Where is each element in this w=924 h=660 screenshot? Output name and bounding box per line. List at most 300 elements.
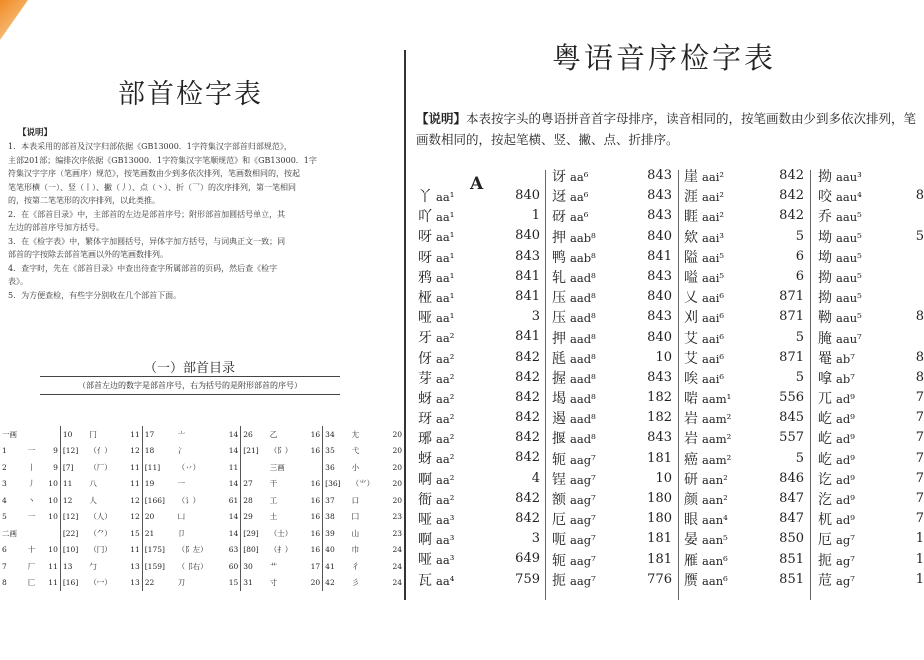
entry-character: 玡 — [418, 411, 432, 428]
radical-cell: 38 — [325, 512, 335, 522]
entry-page-number: 7 — [915, 470, 924, 486]
radical-cell: 16 — [304, 525, 323, 542]
index-entry — [818, 368, 924, 388]
entry-character: 杌 — [818, 512, 832, 529]
radical-cell — [304, 459, 323, 476]
entry-character: 屹 — [818, 411, 832, 428]
entry-character: 颜 — [684, 492, 698, 508]
radical-cell: 30 — [243, 561, 253, 571]
entry-jyutping: aau⁵ — [836, 210, 862, 225]
entry-character: 呀 — [418, 249, 432, 266]
entry-page-number: 557 — [779, 430, 804, 446]
radical-cell: 27 — [243, 479, 253, 489]
index-entry — [684, 428, 804, 448]
radical-cell: [36] — [325, 479, 341, 489]
entry-jyutping: aa² — [436, 432, 455, 447]
entry-page-number: 5 — [915, 228, 924, 244]
radical-cell: 24 — [392, 545, 402, 555]
index-entry — [684, 307, 804, 327]
entry-character: 锃 — [552, 471, 566, 488]
entry-jyutping: aa¹ — [436, 190, 455, 204]
radical-cell: 20 — [392, 446, 402, 456]
radical-cell: 十 — [27, 545, 36, 555]
index-entry — [552, 509, 672, 529]
entry-page-number: 10 — [655, 349, 672, 365]
entry-character: 琊 — [418, 431, 432, 448]
entry-jyutping: ad⁹ — [836, 432, 855, 447]
entry-character: 欸 — [684, 229, 698, 246]
entry-page-number: 871 — [779, 349, 804, 365]
radical-cell: 乙 — [269, 429, 278, 439]
entry-jyutping: aa⁶ — [570, 170, 589, 184]
radical-cell: 60 — [222, 558, 241, 575]
entry-page-number: 842 — [515, 389, 540, 405]
entry-jyutping: aa¹ — [436, 290, 455, 305]
entry-jyutping: aai⁶ — [702, 311, 725, 326]
entry-character: 岩 — [684, 431, 698, 448]
radical-cell: 20 — [392, 429, 402, 439]
entry-jyutping: aag⁷ — [570, 452, 596, 467]
entry-jyutping: aa⁴ — [436, 573, 455, 588]
radical-cell: 6 — [2, 545, 7, 555]
index-entry — [818, 408, 924, 428]
index-entry — [818, 469, 924, 489]
entry-jyutping: aa⁶ — [570, 210, 589, 225]
radical-cell: 9 — [41, 459, 60, 476]
entry-character: 伢 — [418, 350, 432, 367]
entry-character: 衙 — [418, 491, 432, 508]
index-entry — [418, 348, 540, 368]
entry-page-number: 1 — [531, 208, 540, 224]
entry-page-number: 851 — [779, 571, 804, 587]
radical-cell: 11 — [123, 476, 142, 493]
entry-page-number: 6 — [795, 248, 804, 264]
entry-jyutping: aan² — [702, 472, 728, 487]
radical-cell: [21] — [243, 446, 259, 456]
entry-jyutping: aa² — [436, 492, 455, 507]
radical-index-table — [0, 426, 404, 591]
subtitle-rule-bottom — [40, 394, 340, 395]
entry-jyutping: aai² — [702, 210, 725, 225]
radical-cell: 13 — [123, 575, 142, 592]
radical-cell: 37 — [325, 495, 335, 505]
radical-cell: 12 — [62, 495, 73, 505]
index-entry — [818, 186, 924, 206]
radical-cell: 尢 — [351, 429, 360, 439]
index-entry — [552, 529, 672, 549]
entry-jyutping: aa³ — [436, 513, 455, 527]
entry-jyutping: aau⁵ — [836, 270, 862, 285]
entry-jyutping: ab⁷ — [836, 371, 855, 386]
left-note-line: 表》。 — [8, 277, 28, 286]
radical-cell: [22] — [62, 528, 79, 538]
entry-jyutping: ag⁷ — [836, 553, 855, 568]
radical-cell: 16 — [304, 492, 323, 509]
radical-cell — [41, 426, 60, 443]
entry-character: 罨 — [818, 350, 832, 367]
index-entry — [818, 247, 924, 267]
radical-cell: 10 — [41, 492, 60, 509]
index-entry — [552, 186, 672, 206]
radical-cell: 19 — [144, 479, 155, 489]
radical-cell: 42 — [325, 578, 335, 588]
entry-character: 咬 — [818, 189, 832, 206]
radical-cell: 28 — [243, 495, 253, 505]
radical-cell: [12] — [62, 512, 79, 522]
entry-character: 额 — [552, 492, 566, 508]
entry-character: 涯 — [684, 189, 698, 206]
index-entry — [818, 489, 924, 509]
entry-character: 艾 — [684, 330, 698, 347]
index-entry — [418, 549, 540, 569]
entry-character: 啱 — [684, 391, 698, 408]
entry-character: 研 — [684, 471, 698, 488]
entry-jyutping: aag⁷ — [570, 533, 596, 548]
entry-jyutping: aad⁸ — [570, 371, 596, 386]
radical-cell: 5 — [2, 512, 7, 522]
entry-page-number: 871 — [779, 309, 804, 325]
entry-character: 哑 — [418, 552, 432, 569]
radical-cell: 一 — [177, 479, 186, 489]
entry-jyutping: aa¹ — [436, 250, 455, 265]
radical-cell: [10] — [62, 545, 79, 555]
section-letter: A — [470, 174, 484, 194]
entry-page-number: 842 — [515, 410, 540, 426]
entry-page-number: 7 — [915, 491, 924, 506]
index-entry — [684, 449, 804, 469]
radical-cell: （丷） — [177, 462, 201, 472]
radical-cell: 12 — [123, 509, 142, 526]
entry-jyutping: aau⁷ — [836, 331, 862, 346]
entry-jyutping: aag⁷ — [570, 493, 596, 507]
entry-character: 啊 — [418, 471, 432, 488]
radical-row — [0, 443, 404, 460]
entry-jyutping: aad⁸ — [570, 291, 596, 306]
index-entry — [552, 469, 672, 489]
index-entry — [418, 226, 540, 246]
entry-page-number: 7 — [915, 390, 924, 406]
entry-character: 睚 — [684, 209, 698, 226]
entry-character: 靿 — [818, 310, 832, 327]
entry-page-number: 842 — [779, 168, 804, 183]
radical-cell: 11 — [123, 426, 142, 443]
radical-cell: 40 — [325, 545, 335, 555]
entry-jyutping: aad⁸ — [570, 392, 596, 407]
index-column — [818, 166, 924, 590]
index-entry — [818, 206, 924, 226]
entry-page-number: 841 — [647, 248, 672, 264]
index-entry — [818, 227, 924, 247]
radical-cell: 11 — [123, 459, 142, 476]
entry-page-number: 1 — [915, 531, 924, 547]
radical-cell: 16 — [304, 443, 323, 460]
entry-character: 坳 — [818, 249, 832, 266]
entry-jyutping: aad⁸ — [570, 412, 596, 427]
entry-page-number: 4 — [531, 470, 540, 486]
entry-page-number: 3 — [531, 309, 540, 325]
left-note-line: 笔笔形横（一）、竖（丨）、撇（丿）、点（丶）、折（乛）的次序排列，第一笔相同 — [8, 182, 296, 192]
radical-cell: 22 — [144, 578, 155, 588]
radical-cell: [12] — [62, 446, 79, 456]
entry-page-number: 3 — [531, 531, 540, 547]
entry-page-number: 846 — [779, 470, 804, 486]
entry-character: 扼 — [552, 572, 566, 589]
radical-row — [0, 575, 404, 592]
right-note — [416, 108, 924, 150]
index-entry — [818, 509, 924, 529]
radical-cell: 工 — [269, 495, 278, 505]
entry-character: 呃 — [552, 532, 566, 549]
entry-character: 赝 — [684, 572, 698, 589]
radical-cell: 二画 — [2, 528, 17, 538]
index-entry — [684, 529, 804, 549]
radical-cell: 10 — [41, 509, 60, 526]
index-entry — [418, 247, 540, 267]
radical-cell: [166] — [144, 495, 165, 505]
index-entry — [552, 227, 672, 247]
entry-character: 握 — [552, 370, 566, 387]
radical-cell: 艹 — [269, 561, 278, 571]
radical-cell: 20 — [392, 479, 402, 489]
entry-page-number: 8 — [915, 309, 924, 325]
radical-cell: [7] — [62, 462, 74, 472]
entry-jyutping: aa³ — [436, 533, 455, 548]
radical-index-note: （部首左边的数字是部首序号，右为括号的是附形部首的序号） — [78, 381, 302, 390]
entry-character: 揠 — [552, 431, 566, 448]
index-entry — [552, 449, 672, 469]
entry-jyutping: aa¹ — [436, 270, 455, 285]
left-note-heading: 【说明】 — [18, 128, 53, 138]
entry-jyutping: aam¹ — [702, 392, 732, 407]
radical-cell: 13 — [62, 561, 73, 571]
index-entry — [818, 166, 924, 186]
left-note-line: 的，按第二笔笔形的次序排列，以此类推。 — [8, 196, 160, 205]
entry-page-number: 840 — [647, 329, 672, 345]
radical-cell: 干 — [269, 479, 278, 489]
entry-character: 哑 — [418, 310, 432, 327]
entry-character: 坳 — [818, 229, 832, 246]
entry-character: 晏 — [684, 532, 698, 549]
entry-jyutping: aam² — [702, 412, 732, 427]
radical-cell: 16 — [304, 426, 323, 443]
radical-row — [0, 542, 404, 559]
index-entry — [552, 368, 672, 388]
entry-character: 蚜 — [418, 451, 432, 468]
entry-jyutping: aa³ — [436, 553, 455, 568]
index-entry — [418, 448, 540, 468]
radical-cell: 土 — [269, 512, 278, 522]
radical-cell: 寸 — [269, 578, 278, 588]
radical-cell: 14 — [222, 509, 241, 526]
entry-page-number: 840 — [647, 289, 672, 305]
radical-cell: 17 — [304, 558, 323, 575]
index-entry — [818, 570, 924, 590]
radical-cell — [26, 426, 42, 443]
radical-cell: 凵 — [177, 512, 186, 522]
entry-character: 遏 — [552, 411, 566, 428]
radical-cell: 匚 — [27, 578, 36, 588]
radical-cell: 34 — [325, 429, 335, 439]
radical-cell: [16] — [62, 578, 79, 588]
radical-cell: 三画 — [269, 462, 285, 472]
index-entry — [818, 328, 924, 348]
index-entry — [552, 307, 672, 327]
entry-character: 癌 — [684, 451, 698, 468]
entry-character: 汔 — [818, 492, 832, 508]
index-entry — [684, 509, 804, 529]
entry-page-number: 843 — [647, 268, 672, 284]
entry-jyutping: aag⁷ — [570, 573, 596, 588]
radical-cell: 口 — [351, 495, 360, 505]
index-entry — [684, 550, 804, 570]
radical-cell — [241, 459, 268, 476]
entry-page-number: 6 — [795, 268, 804, 284]
radical-cell: （冖） — [89, 578, 112, 588]
index-entry — [684, 267, 804, 287]
radical-cell: （人） — [89, 512, 112, 522]
radical-cell: 61 — [222, 492, 241, 509]
entry-page-number: 840 — [515, 228, 540, 244]
radical-cell: （冂） — [89, 545, 112, 555]
entry-jyutping: aau⁴ — [836, 190, 862, 205]
radical-cell: （讠） — [177, 495, 201, 505]
radical-cell: （亻） — [89, 446, 112, 456]
radical-cell: 丶 — [27, 495, 36, 505]
radical-cell: 35 — [325, 446, 335, 456]
entry-character: 堨 — [552, 391, 566, 408]
entry-jyutping: aa⁶ — [570, 190, 589, 205]
index-entry — [684, 287, 804, 307]
index-entry — [552, 287, 672, 307]
entry-jyutping: aau⁵ — [836, 250, 862, 265]
radical-cell: 12 — [123, 443, 142, 460]
index-entry — [818, 348, 924, 368]
radical-cell: （⺈） — [89, 528, 112, 538]
entry-character: 厄 — [818, 532, 832, 549]
entry-page-number: 850 — [779, 531, 804, 547]
page-bottom-margin — [0, 600, 924, 660]
entry-jyutping: aam² — [702, 432, 732, 447]
index-entry — [418, 368, 540, 388]
index-entry — [418, 327, 540, 347]
entry-page-number: 842 — [779, 208, 804, 224]
entry-character: 嗱 — [818, 370, 832, 387]
radical-row — [0, 558, 404, 575]
radical-row — [0, 492, 404, 509]
entry-jyutping: aa² — [436, 391, 455, 406]
entry-jyutping: aag⁷ — [570, 472, 596, 487]
entry-character: 瓦 — [418, 572, 432, 589]
entry-page-number: 7 — [915, 410, 924, 426]
index-entry — [684, 408, 804, 428]
entry-page-number: 842 — [515, 430, 540, 446]
radical-cell: 17 — [144, 429, 155, 439]
entry-jyutping: ad⁹ — [836, 472, 855, 487]
radical-cell: 弋 — [351, 446, 360, 456]
radical-cell: 20 — [392, 495, 402, 505]
entry-page-number: 842 — [515, 490, 540, 506]
entry-jyutping: ad⁹ — [836, 513, 855, 528]
entry-page-number: 843 — [515, 248, 540, 264]
index-entry — [684, 489, 804, 509]
radical-cell: 2 — [2, 462, 7, 472]
entry-character: 腌 — [818, 330, 832, 347]
entry-jyutping: aa² — [436, 472, 455, 487]
entry-jyutping: aab⁸ — [570, 230, 596, 245]
entry-jyutping: aau⁵ — [836, 230, 862, 245]
entry-page-number: 776 — [647, 571, 672, 587]
entry-page-number: 845 — [779, 410, 804, 426]
entry-jyutping: ag⁷ — [836, 533, 855, 548]
index-entry — [552, 206, 672, 226]
entry-page-number: 181 — [647, 531, 672, 547]
index-entry — [684, 469, 804, 489]
index-entry — [684, 388, 804, 408]
index-entry — [552, 328, 672, 348]
entry-character: 乂 — [684, 290, 698, 307]
entry-page-number: 8 — [915, 349, 924, 365]
radical-cell: 41 — [325, 561, 335, 571]
radical-cell: [11] — [144, 462, 161, 472]
index-entry — [818, 428, 924, 448]
index-entry — [552, 348, 672, 368]
entry-character: 屹 — [818, 451, 832, 468]
radical-row — [0, 476, 404, 493]
entry-character: 呀 — [418, 229, 432, 246]
radical-cell: 10 — [62, 429, 73, 439]
entry-page-number: 1 — [915, 551, 924, 567]
index-entry — [418, 408, 540, 428]
entry-jyutping: aai² — [702, 170, 725, 184]
entry-jyutping: aai⁵ — [702, 250, 725, 265]
entry-page-number: 7 — [915, 511, 924, 527]
radical-row — [0, 509, 404, 526]
radical-cell: 小 — [351, 462, 360, 472]
entry-jyutping: ab⁷ — [836, 351, 855, 366]
entry-jyutping: aai² — [702, 190, 725, 205]
radical-cell: （士） — [269, 528, 293, 538]
entry-page-number: 8 — [915, 188, 924, 204]
radical-cell: 16 — [304, 509, 323, 526]
entry-jyutping: aai³ — [702, 230, 725, 245]
entry-character: 芽 — [418, 370, 432, 387]
index-entry — [818, 449, 924, 469]
book-spine — [404, 50, 406, 602]
radical-cell: [29] — [243, 528, 259, 538]
entry-character: 瓱 — [552, 350, 566, 367]
radical-row — [0, 459, 404, 476]
radical-cell: 10 — [41, 542, 60, 559]
entry-page-number: 180 — [647, 491, 672, 506]
radical-cell: 20 — [304, 575, 323, 592]
index-entry — [684, 227, 804, 247]
entry-page-number: 842 — [779, 188, 804, 204]
entry-character: 鸭 — [552, 249, 566, 266]
radical-cell: 丿 — [27, 479, 36, 489]
index-entry — [684, 570, 804, 590]
entry-page-number: 10 — [655, 470, 672, 486]
entry-page-number: 840 — [515, 188, 540, 203]
entry-character: 轭 — [552, 451, 566, 468]
radical-index-subtitle: （一）部首目录 — [144, 361, 236, 376]
entry-page-number: 840 — [647, 228, 672, 244]
entry-character: 蚜 — [418, 390, 432, 407]
entry-jyutping: aad⁸ — [570, 351, 596, 366]
index-entry — [818, 287, 924, 307]
entry-character: 啊 — [418, 532, 432, 549]
radical-cell: 一 — [27, 446, 36, 456]
radical-cell: （厂） — [89, 462, 112, 472]
